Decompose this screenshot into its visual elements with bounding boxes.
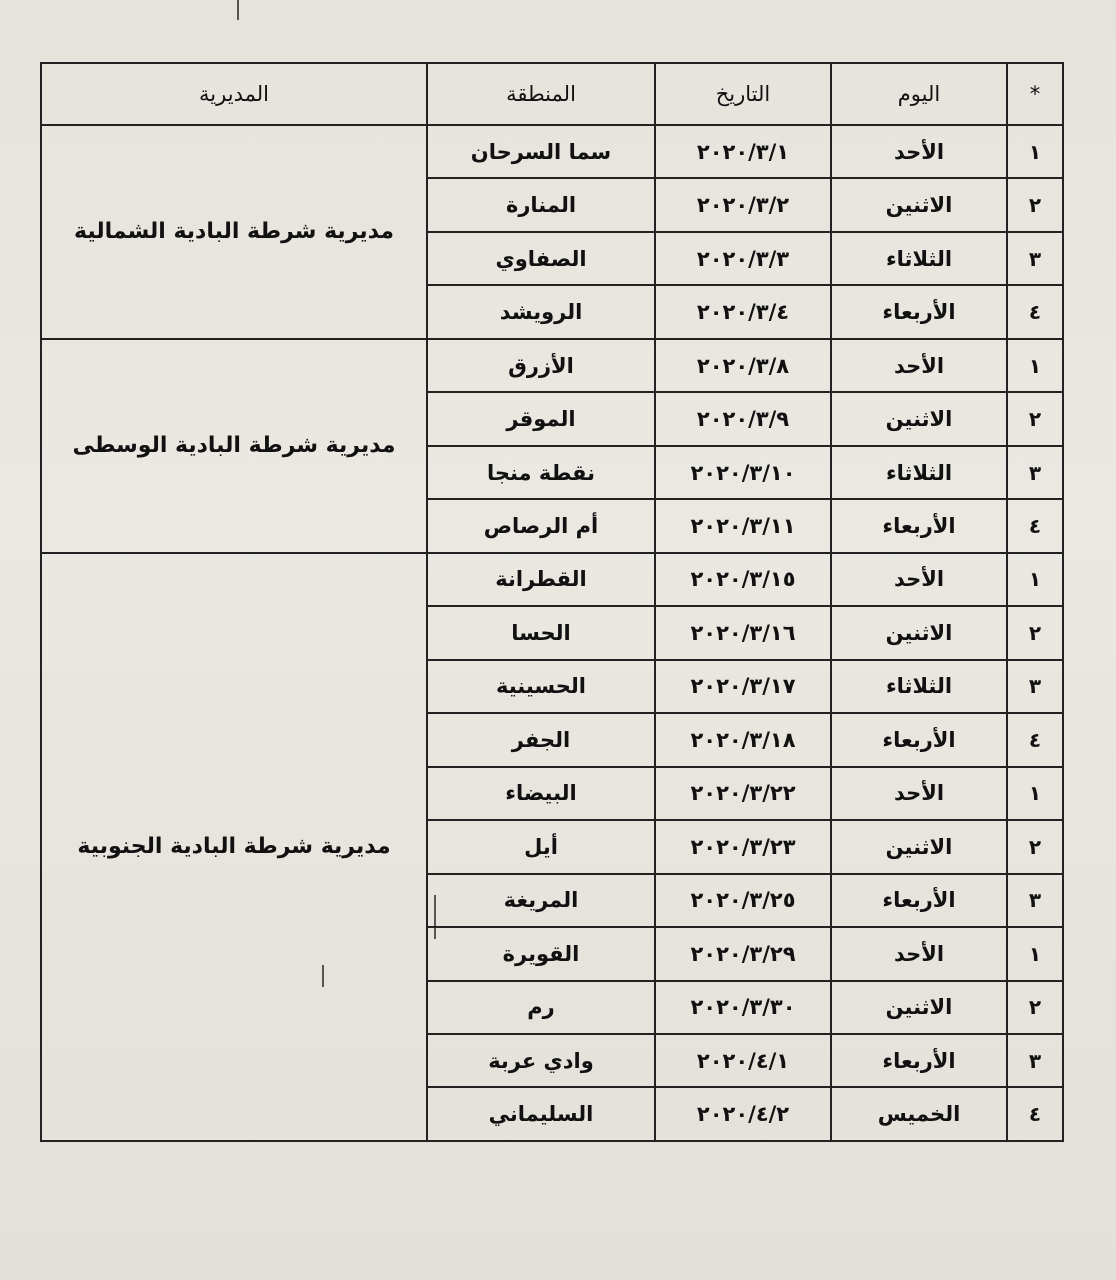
cell-date: ٢٠٢٠/٣/١١ (655, 499, 831, 552)
cell-date: ٢٠٢٠/٣/٣ (655, 232, 831, 285)
table-row (41, 125, 1063, 178)
header-directorate: المديرية (41, 63, 427, 125)
cell-day: الاثنين (831, 606, 1007, 659)
cell-date: ٢٠٢٠/٣/٤ (655, 285, 831, 338)
header-area: المنطقة (427, 63, 655, 125)
cell-num: ١ (1007, 767, 1063, 820)
cell-area: رم (427, 981, 655, 1034)
cell-num: ٣ (1007, 874, 1063, 927)
cell-area: وادي عربة (427, 1034, 655, 1087)
cell-num: ٣ (1007, 446, 1063, 499)
cell-day: الأربعاء (831, 713, 1007, 766)
cell-area: أم الرصاص (427, 499, 655, 552)
cell-date: ٢٠٢٠/٣/٣٠ (655, 981, 831, 1034)
table-header-row (41, 63, 1063, 125)
cell-directorate: مديرية شرطة البادية الجنوبية (41, 553, 427, 1141)
cell-day: الخميس (831, 1087, 1007, 1141)
cell-day: الأحد (831, 927, 1007, 980)
cell-day: الأحد (831, 339, 1007, 392)
scan-mark (237, 0, 239, 20)
cell-area: الصفاوي (427, 232, 655, 285)
cell-area: القويرة (427, 927, 655, 980)
cell-date: ٢٠٢٠/٣/٨ (655, 339, 831, 392)
cell-day: الأربعاء (831, 874, 1007, 927)
cell-num: ٤ (1007, 1087, 1063, 1141)
cell-area: القطرانة (427, 553, 655, 606)
cell-num: ٢ (1007, 606, 1063, 659)
cell-num: ٢ (1007, 392, 1063, 445)
cell-area: سما السرحان (427, 125, 655, 178)
cell-num: ٤ (1007, 285, 1063, 338)
cell-area: الرويشد (427, 285, 655, 338)
cell-day: الاثنين (831, 178, 1007, 231)
cell-date: ٢٠٢٠/٣/٢٥ (655, 874, 831, 927)
schedule-table (40, 62, 1064, 1142)
cell-day: الثلاثاء (831, 660, 1007, 713)
cell-day: الأحد (831, 553, 1007, 606)
cell-date: ٢٠٢٠/٣/٩ (655, 392, 831, 445)
cell-area: أيل (427, 820, 655, 873)
cell-day: الأربعاء (831, 285, 1007, 338)
cell-day: الأربعاء (831, 499, 1007, 552)
cell-date: ٢٠٢٠/٣/٢٢ (655, 767, 831, 820)
cell-num: ٣ (1007, 232, 1063, 285)
cell-date: ٢٠٢٠/٣/١٧ (655, 660, 831, 713)
header-date: التاريخ (655, 63, 831, 125)
cell-day: الأحد (831, 125, 1007, 178)
cell-num: ١ (1007, 553, 1063, 606)
table-row (41, 553, 1063, 606)
cell-num: ٢ (1007, 178, 1063, 231)
table-row (41, 339, 1063, 392)
cell-area: الحسينية (427, 660, 655, 713)
cell-day: الثلاثاء (831, 232, 1007, 285)
cell-date: ٢٠٢٠/٤/١ (655, 1034, 831, 1087)
cell-num: ٤ (1007, 713, 1063, 766)
cell-area: الجفر (427, 713, 655, 766)
cell-area: السليماني (427, 1087, 655, 1141)
cell-date: ٢٠٢٠/٤/٢ (655, 1087, 831, 1141)
cell-day: الاثنين (831, 392, 1007, 445)
cell-directorate: مديرية شرطة البادية الوسطى (41, 339, 427, 553)
cell-date: ٢٠٢٠/٣/٢٣ (655, 820, 831, 873)
header-day: اليوم (831, 63, 1007, 125)
cell-area: المنارة (427, 178, 655, 231)
cell-area: المريغة (427, 874, 655, 927)
header-num: * (1007, 63, 1063, 125)
cell-date: ٢٠٢٠/٣/١٨ (655, 713, 831, 766)
cell-date: ٢٠٢٠/٣/١٠ (655, 446, 831, 499)
cell-day: الأحد (831, 767, 1007, 820)
cell-day: الاثنين (831, 820, 1007, 873)
cell-num: ١ (1007, 125, 1063, 178)
cell-num: ٣ (1007, 1034, 1063, 1087)
cell-area: الموقر (427, 392, 655, 445)
cell-num: ١ (1007, 339, 1063, 392)
cell-num: ٣ (1007, 660, 1063, 713)
cell-num: ٢ (1007, 820, 1063, 873)
cell-num: ٤ (1007, 499, 1063, 552)
cell-area: الحسا (427, 606, 655, 659)
cell-area: الأزرق (427, 339, 655, 392)
cell-date: ٢٠٢٠/٣/١٦ (655, 606, 831, 659)
cell-day: الثلاثاء (831, 446, 1007, 499)
cell-day: الأربعاء (831, 1034, 1007, 1087)
cell-day: الاثنين (831, 981, 1007, 1034)
table-body (41, 125, 1063, 1141)
cell-area: نقطة منجا (427, 446, 655, 499)
cell-num: ١ (1007, 927, 1063, 980)
cell-date: ٢٠٢٠/٣/١ (655, 125, 831, 178)
cell-area: البيضاء (427, 767, 655, 820)
cell-num: ٢ (1007, 981, 1063, 1034)
cell-date: ٢٠٢٠/٣/٢ (655, 178, 831, 231)
cell-date: ٢٠٢٠/٣/٢٩ (655, 927, 831, 980)
cell-directorate: مديرية شرطة البادية الشمالية (41, 125, 427, 339)
cell-date: ٢٠٢٠/٣/١٥ (655, 553, 831, 606)
